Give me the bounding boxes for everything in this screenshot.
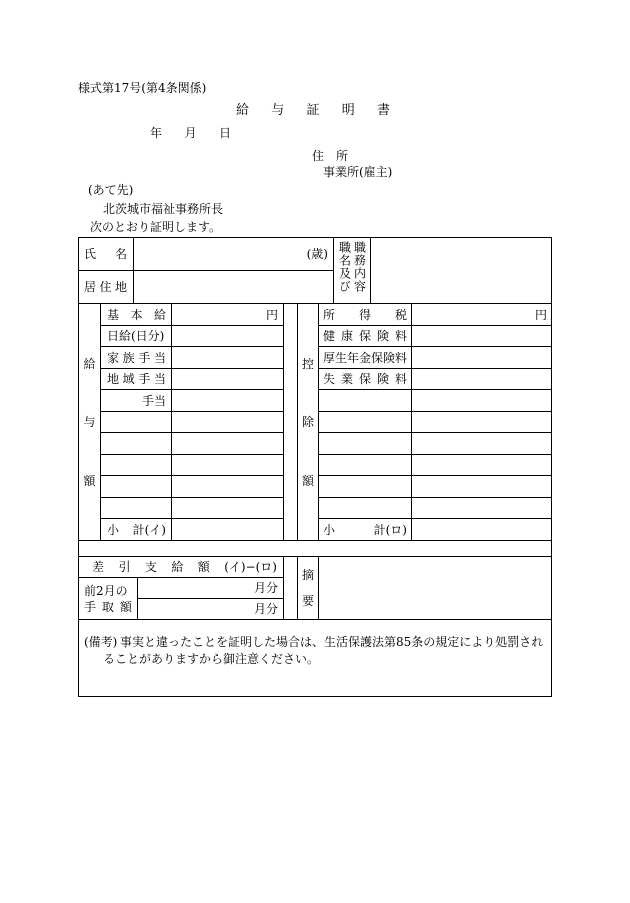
deduction-amount-cell xyxy=(411,346,552,369)
label-glyph: 与 xyxy=(83,415,96,429)
deduction-item-cell xyxy=(318,454,412,476)
label-glyph: 地 xyxy=(114,280,127,294)
net-pay-label xyxy=(92,560,277,574)
salary-subtotal-label xyxy=(107,523,166,537)
salary-amount-cell xyxy=(171,497,284,519)
addressee: 北茨城市福祉事務所長 xyxy=(103,202,224,216)
deduction-item-cell xyxy=(318,475,412,498)
deduction-amount-cell xyxy=(411,303,552,326)
label-glyph: 居 xyxy=(84,280,97,294)
label-glyph: 所 xyxy=(335,149,348,163)
label-glyph: 所 xyxy=(323,307,336,322)
label-glyph: (イ)−(ロ) xyxy=(224,560,277,574)
salary-item-label: 日給(日分) xyxy=(107,329,165,343)
label-glyph: 手 xyxy=(84,599,97,614)
deduction-subtotal-label xyxy=(323,523,407,537)
document-title xyxy=(236,104,390,118)
salary-item-cell xyxy=(100,518,172,541)
label-glyph: 料 xyxy=(394,372,407,386)
remarks-label-cell xyxy=(297,556,319,620)
label-glyph: 名 xyxy=(114,247,127,261)
label-glyph: 引 xyxy=(118,560,131,574)
note-label: (備考) xyxy=(84,635,118,649)
label-glyph: 住 xyxy=(312,149,325,163)
remarks-value-cell xyxy=(318,556,552,620)
label-glyph: 基 xyxy=(107,307,120,322)
label-glyph: 日 xyxy=(218,126,231,140)
salary-section-label xyxy=(83,304,95,540)
remarks-label xyxy=(302,557,314,619)
job-value-cell xyxy=(370,237,552,304)
deduction-item-cell xyxy=(318,497,412,519)
salary-item-label xyxy=(107,372,166,386)
month-unit: 月分 xyxy=(253,602,278,616)
label-glyph: 給 xyxy=(153,307,166,322)
salary-item-cell xyxy=(100,411,172,433)
label-glyph: 家 xyxy=(107,350,120,365)
label-glyph: 証 xyxy=(306,103,320,118)
label-glyph: 健 xyxy=(323,329,336,343)
label-glyph: 明 xyxy=(341,103,355,118)
label-glyph: 書 xyxy=(376,103,390,118)
column-gap xyxy=(283,556,298,620)
label-glyph: 取 xyxy=(101,599,114,614)
residence-label xyxy=(84,280,127,294)
salary-item-cell xyxy=(100,389,172,412)
salary-amount-cell xyxy=(171,518,284,541)
label-glyph: 額 xyxy=(83,473,96,488)
label-glyph: 額 xyxy=(119,599,132,614)
salary-item-cell xyxy=(100,475,172,498)
label-glyph: 氏 xyxy=(84,247,97,261)
salary-section-cell xyxy=(78,303,101,541)
label-glyph: 給 xyxy=(171,560,184,574)
deduction-item-label xyxy=(323,329,407,343)
salary-amount-cell xyxy=(171,475,284,498)
label-glyph: 手 xyxy=(138,372,151,386)
label-glyph: 地 xyxy=(107,372,120,386)
label-glyph: 支 xyxy=(144,560,157,574)
label-glyph: 摘 xyxy=(301,568,314,583)
deduction-section-label xyxy=(302,304,314,540)
label-glyph: 料 xyxy=(394,329,407,343)
net-pay-label-cell xyxy=(78,556,284,578)
salary-amount-cell xyxy=(171,325,284,347)
label-glyph: 保 xyxy=(358,372,371,386)
label-glyph: 額 xyxy=(197,560,210,574)
label-glyph: 本 xyxy=(130,307,143,322)
prev-months-label-line1: 前2月の xyxy=(84,583,128,598)
salary-item-cell xyxy=(100,303,172,326)
label-glyph: 給 xyxy=(83,356,96,371)
salary-amount-cell xyxy=(171,368,284,390)
employer-label: 事業所(雇主) xyxy=(323,165,393,179)
residence-label-cell xyxy=(78,270,134,304)
deduction-amount-cell xyxy=(411,368,552,390)
label-glyph: 月 xyxy=(184,126,197,140)
deduction-item-cell xyxy=(318,389,412,412)
label-glyph: 差 xyxy=(92,560,105,574)
label-glyph: 域 xyxy=(122,372,135,386)
age-label: (歳) xyxy=(306,247,328,261)
salary-item-label xyxy=(107,351,166,365)
salary-item-cell xyxy=(100,368,172,390)
label-glyph: 康 xyxy=(340,329,353,343)
salary-item-label xyxy=(107,308,166,322)
salary-amount-cell xyxy=(171,389,284,412)
prev-month-2-cell xyxy=(137,598,284,620)
deduction-item-label xyxy=(323,372,407,386)
deduction-item-cell xyxy=(318,303,412,326)
name-value-cell xyxy=(133,237,334,271)
intro-text: 次のとおり証明します。 xyxy=(90,220,222,234)
label-glyph: 当 xyxy=(153,372,166,386)
date-line xyxy=(150,126,231,140)
deduction-item-cell xyxy=(318,518,412,541)
deduction-amount-cell xyxy=(411,454,552,476)
salary-item-cell xyxy=(100,325,172,347)
label-glyph: 税 xyxy=(394,307,407,322)
label-glyph: 小 xyxy=(107,522,120,537)
label-glyph: 給 xyxy=(236,103,250,118)
salary-amount-cell xyxy=(171,454,284,476)
label-glyph: 計(ロ) xyxy=(373,522,407,537)
salary-item-cell xyxy=(100,497,172,519)
label-glyph: 与 xyxy=(271,103,285,118)
label-glyph: 険 xyxy=(376,329,389,343)
label-glyph: 要 xyxy=(301,593,314,608)
salary-item-label: 手当 xyxy=(141,393,166,408)
name-label-cell xyxy=(78,237,134,271)
prev-months-label-line2 xyxy=(84,599,132,615)
deduction-item-cell xyxy=(318,325,412,347)
deduction-item-label: 厚生年金保険料 xyxy=(323,350,408,365)
label-glyph: 小 xyxy=(323,522,336,537)
deduction-section-cell xyxy=(297,303,319,541)
residence-value-cell xyxy=(133,270,334,304)
label-glyph: 得 xyxy=(358,307,371,322)
deduction-amount-cell xyxy=(411,325,552,347)
yen-unit: 円 xyxy=(265,307,278,322)
label-glyph: 住 xyxy=(99,280,112,294)
deduction-item-label xyxy=(323,308,407,322)
prev-months-label-cell xyxy=(78,577,138,620)
job-duties-label: 職務内容 xyxy=(352,241,367,293)
label-glyph: 計(イ) xyxy=(132,522,166,537)
job-title-label: 職名及び xyxy=(337,241,352,293)
form-number: 様式第17号(第4条関係) xyxy=(78,81,207,95)
salary-item-cell xyxy=(100,454,172,476)
salary-item-cell xyxy=(100,432,172,455)
label-glyph: 険 xyxy=(376,372,389,386)
deduction-amount-cell xyxy=(411,411,552,433)
salary-amount-cell xyxy=(171,432,284,455)
label-glyph: 年 xyxy=(150,126,163,140)
label-glyph: 失 xyxy=(323,372,336,386)
deduction-item-cell xyxy=(318,368,412,390)
label-glyph: 額 xyxy=(301,473,314,488)
job-label-cell xyxy=(333,237,371,304)
label-glyph: 業 xyxy=(340,372,353,386)
label-glyph: 手 xyxy=(138,350,151,365)
deduction-amount-cell xyxy=(411,518,552,541)
label-glyph: 除 xyxy=(301,415,314,429)
label-glyph: 族 xyxy=(122,350,135,365)
deduction-item-cell xyxy=(318,346,412,369)
deduction-amount-cell xyxy=(411,497,552,519)
deduction-amount-cell xyxy=(411,432,552,455)
yen-unit: 円 xyxy=(534,307,547,322)
label-glyph: 控 xyxy=(301,356,314,371)
deduction-item-cell xyxy=(318,411,412,433)
addressee-label: (あて先) xyxy=(88,183,134,197)
label-glyph: 保 xyxy=(358,329,371,343)
deduction-item-cell xyxy=(318,432,412,455)
note-box xyxy=(78,619,552,697)
salary-item-cell xyxy=(100,346,172,369)
spacer-row xyxy=(78,540,552,557)
salary-amount-cell xyxy=(171,411,284,433)
deduction-amount-cell xyxy=(411,475,552,498)
column-gap xyxy=(283,303,298,541)
note-text-line1: 事実と違ったことを証明した場合は、生活保護法第85条の規定により処罰され xyxy=(120,635,544,649)
deduction-amount-cell xyxy=(411,389,552,412)
name-label xyxy=(84,247,127,261)
note-text-line2: ることがありますから御注意ください。 xyxy=(103,652,320,666)
prev-month-1-cell xyxy=(137,577,284,599)
salary-amount-cell xyxy=(171,346,284,369)
label-glyph: 当 xyxy=(153,350,166,365)
address-label xyxy=(312,149,348,163)
salary-amount-cell xyxy=(171,303,284,326)
month-unit: 月分 xyxy=(253,581,278,595)
